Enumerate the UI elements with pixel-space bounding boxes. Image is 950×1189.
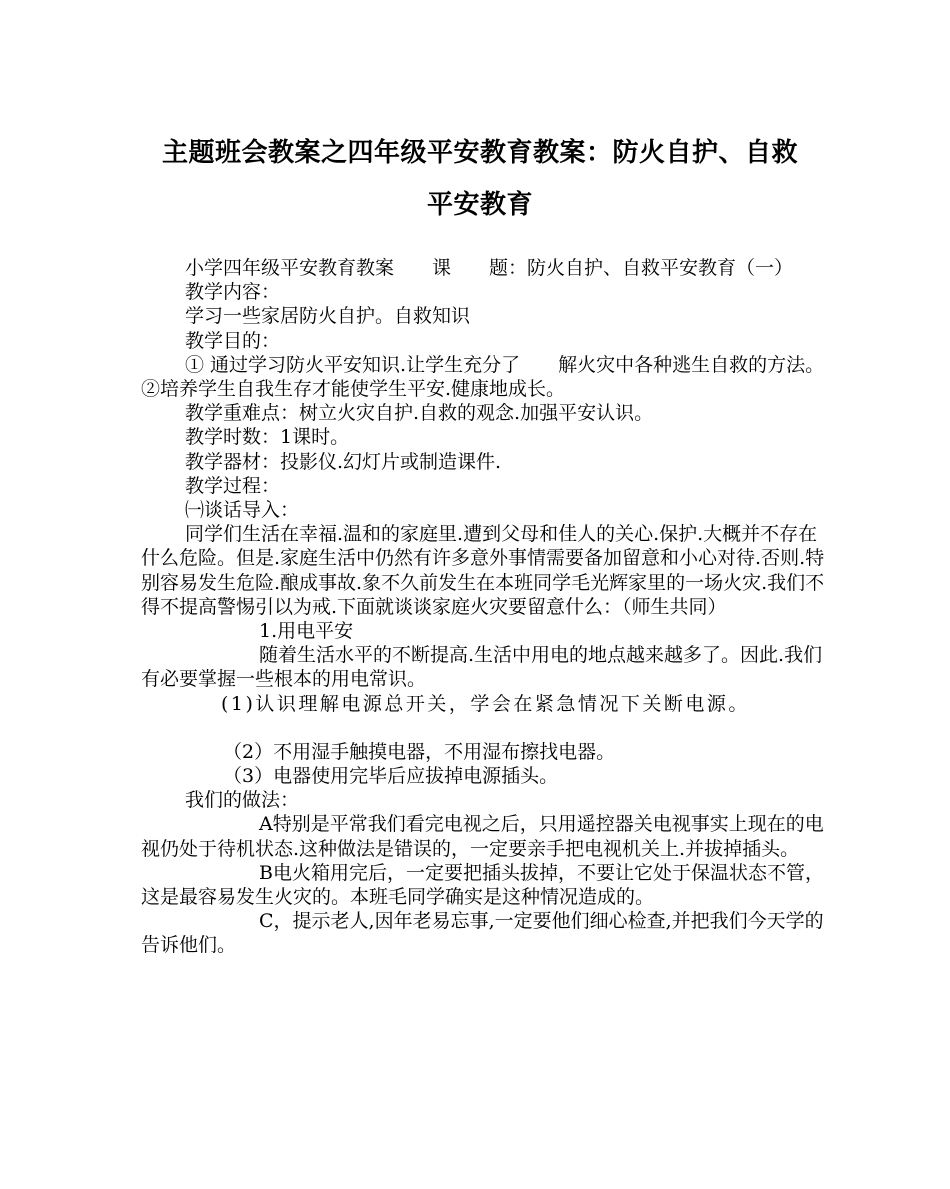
document-title (140, 127, 820, 231)
intro-paragraph: 同学们生活在幸福.温和的家庭里.遭到父母和佳人的关心.保护.大概并不存在什么危险。但是.家庭生活中仍然有许多意外事情需要备加留意和小心对待.否则.特别容易发生危险.酿成事故.象不久前发生在本班同学毛光辉家里的一场火灾.我们不得不提高警惕引以为戒.下面就谈谈家庭火灾要留意什么：（师生共同） (141, 523, 825, 618)
title-line-2: 平安教育 (426, 190, 533, 220)
our-practice-heading: 我们的做法： (185, 789, 300, 812)
list-item-3: （3）电器使用完毕后应拔掉电源插头。 (223, 765, 559, 788)
teaching-materials: 教学器材：投影仪.幻灯片或制造课件. (185, 450, 502, 473)
subheading-electric-safety: 1.用电平安 (259, 620, 354, 643)
title-line-1: 主题班会教案之四年级平安教育教案：防火自护、自救 (161, 138, 798, 168)
list-item-1: (1)认识理解电源总开关，学会在紧急情况下关断电源。 (221, 692, 750, 715)
practice-a: A特别是平常我们看完电视之后，只用遥控器关电视事实上现在的电视仍处于待机状态.这种做法是错误的，一定要亲手把电视机关上.并拔掉插头。 (141, 813, 824, 860)
section-heading-process: 教学过程： (185, 474, 281, 497)
subsection-intro: ㈠谈话导入： (185, 499, 300, 522)
section-heading-content: 教学内容： (185, 281, 281, 304)
document-body (141, 256, 910, 958)
objectives-text: ① 通过学习防火平安知识.让学生充分了 解火灾中各种逃生自救的方法。 ②培养学生自我生存才能使学生平安.健康地成长。 (141, 353, 910, 401)
practice-b: B电火箱用完后，一定要把插头拔掉，不要让它处于保温状态不管，这是最容易发生火灾的。本班毛同学确实是这种情况造成的。 (141, 861, 824, 909)
section-heading-objectives: 教学目的： (185, 329, 281, 352)
key-points: 教学重难点：树立火灾自护.自救的观念.加强平安认识。 (185, 402, 654, 425)
lesson-header: 小学四年级平安教育教案 课 题：防火自护、自救平安教育（一） (185, 257, 794, 279)
electric-safety-paragraph: 随着生活水平的不断提高.生活中用电的地点越来越多了。因此.我们有必要掌握一些根本的用电常识。 (141, 644, 823, 691)
list-item-2: （2）不用湿手触摸电器，不用湿布擦找电器。 (223, 740, 616, 763)
content-text: 学习一些家居防火自护。自救知识 (185, 305, 471, 328)
class-hours: 教学时数：1课时。 (185, 426, 350, 449)
blank-line (141, 716, 825, 740)
practice-c: C，提示老人,因年老易忘事,一定要他们细心检查,并把我们今天学的告诉他们。 (141, 910, 824, 957)
